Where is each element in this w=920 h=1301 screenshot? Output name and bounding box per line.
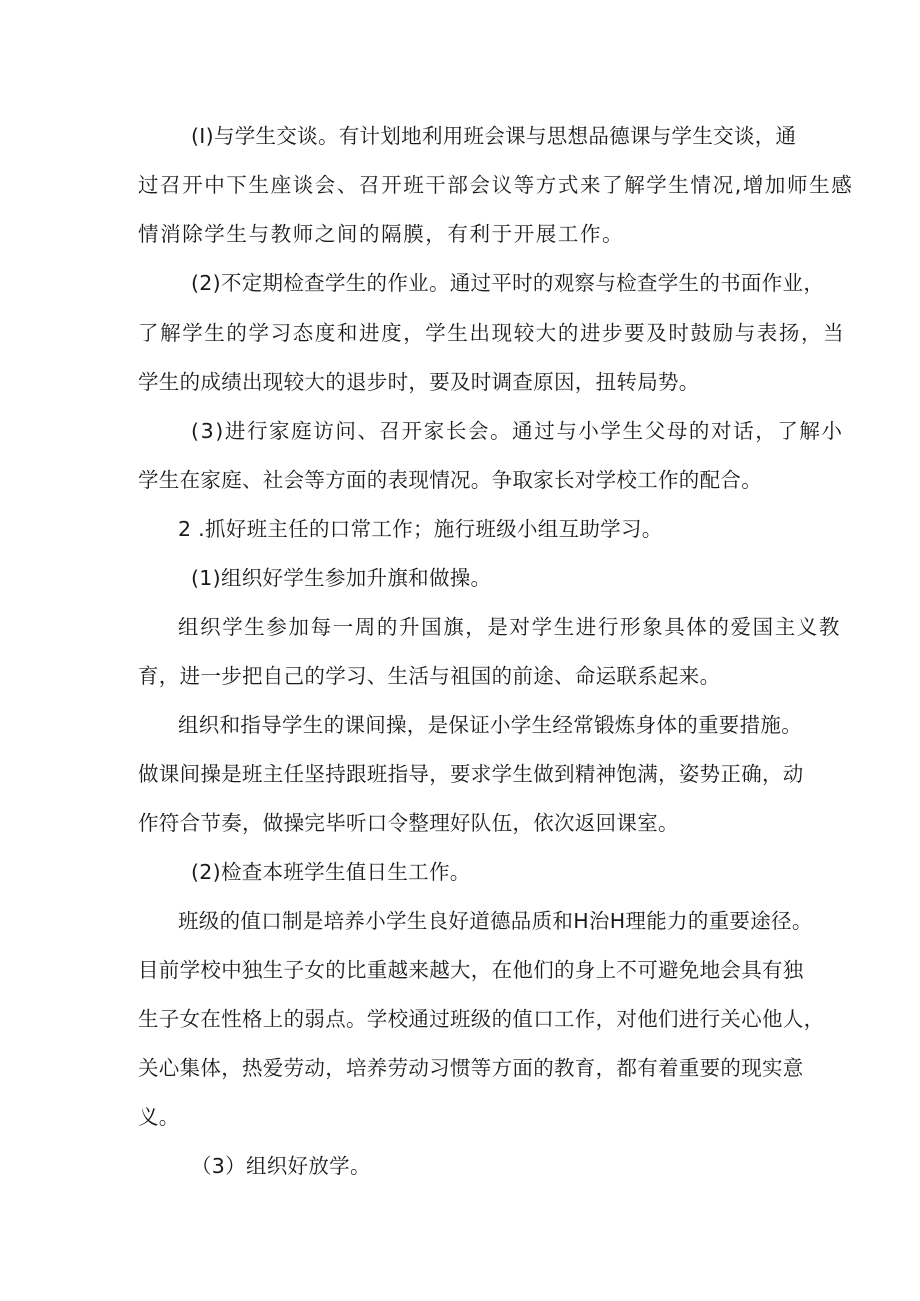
paragraph-7-line-3: 作符合节奏，做操完毕听口令整理好队伍，依次返回课室。 [138,811,679,835]
subheading-1: (1)组织好学生参加升旗和做操。 [191,566,492,590]
paragraph-2-line-1: (2)不定期检查学生的作业。通过平时的观察与检查学生的书面作业， [191,271,825,295]
paragraph-9-line-4: 关心集体，热爱劳动，培养劳动习惯等方面的教育，都有着重要的现实意 [138,1056,804,1080]
section-heading-2: 2 .抓好班主任的口常工作；施行班级小组互助学习。 [178,517,663,541]
paragraph-9-line-3: 生子女在性格上的弱点。学校通过班级的值口工作，对他们进行关心他人， [138,1007,825,1031]
paragraph-9-line-1: 班级的值口制是培养小学生良好道德品质和H治H理能力的重要途径。 [178,909,813,933]
paragraph-9-line-2: 目前学校中独生子女的比重越来越大，在他们的身上不可避免地会具有独 [138,958,804,982]
paragraph-3-line-1: (3)进行家庭访问、召开家长会。通过与小学生父母的对话，了解小 [191,419,844,443]
subheading-2: (2)检查本班学生值日生工作。 [191,860,471,884]
paragraph-7-line-2: 做课间操是班主任坚持跟班指导，要求学生做到精神饱满，姿势正确，动 [138,762,804,786]
paragraph-6-line-1: 组织学生参加每一周的升国旗，是对学生进行形象具体的爱国主义教 [178,615,841,639]
paragraph-1-line-3: 情消除学生与教师之间的隔膜，有利于开展工作。 [138,222,625,246]
paragraph-2-line-2: 了解学生的学习态度和进度，学生出现较大的进步要及时鼓励与表扬，当 [138,321,846,345]
paragraph-2-line-3: 学生的成绩出现较大的退步时，要及时调查原因，扭转局势。 [138,370,700,394]
paragraph-1-line-2: 过召开中下生座谈会、召开班干部会议等方式来了解学生情况,增加师生感 [138,173,854,197]
paragraph-3-line-2: 学生在家庭、社会等方面的表现情况。争取家长对学校工作的配合。 [138,468,762,492]
paragraph-9-line-5: 义。 [138,1105,180,1129]
paragraph-1-line-1: (I)与学生交谈。有计划地利用班会课与思想品德课与学生交谈，通 [191,124,797,148]
subheading-3: （3）组织好放学。 [191,1154,371,1178]
paragraph-7-line-1: 组织和指导学生的课间操，是保证小学生经常锻炼身体的重要措施。 [178,713,802,737]
paragraph-6-line-2: 育，进一步把自己的学习、生活与祖国的前途、命运联系起来。 [138,664,721,688]
